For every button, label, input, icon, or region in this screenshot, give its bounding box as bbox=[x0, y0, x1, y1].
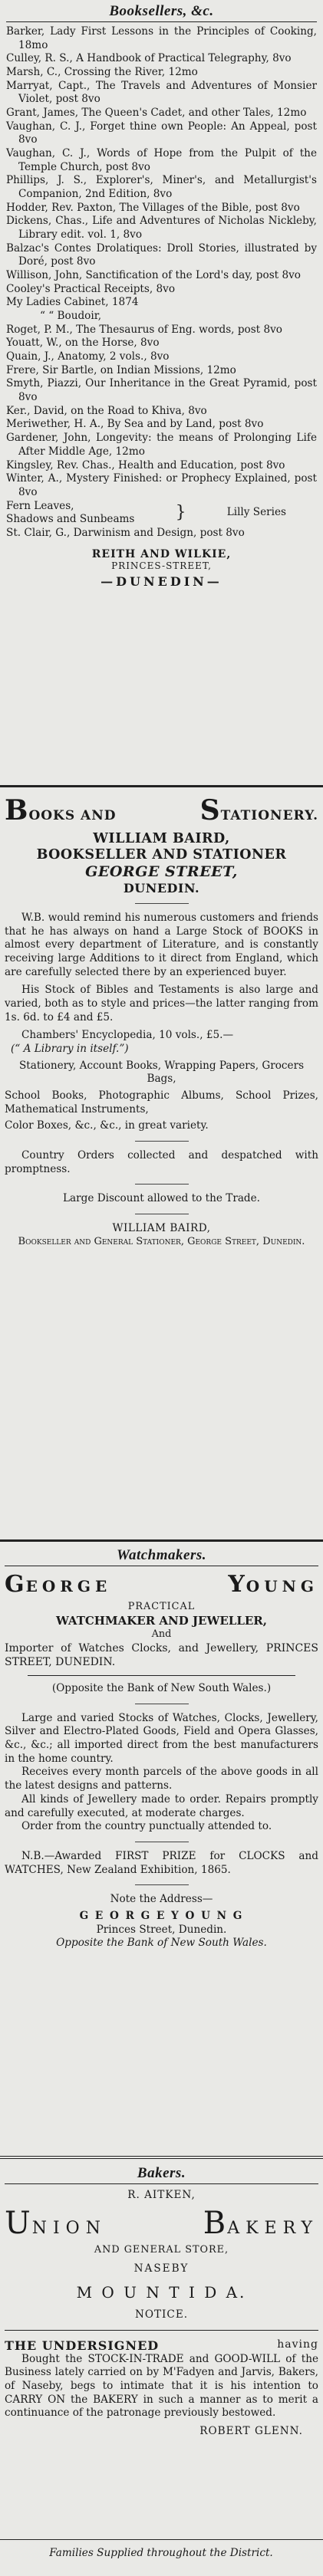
importer-line: Importer of Watches Clocks, and Jewellery, PRINCES STREET, DUNEDIN. bbox=[5, 1641, 318, 1668]
body-paragraph: School Books, Photographic Albums, School Prizes, Mathematical Instruments, bbox=[5, 1089, 318, 1116]
firm-signature bbox=[6, 548, 317, 589]
series-name: Lilly Series bbox=[226, 506, 286, 519]
body-paragraph: W.B. would remind his numerous customers and friends that he has always on hand a Large Stock of BOOKS in almost every department of Literature, and is constantly receiving large Additions to it direct from England, which are carefully selected there by an experienced buyer. bbox=[5, 911, 318, 978]
series-title: Shadows and Sunbeams bbox=[6, 513, 135, 526]
brace-glyph: } bbox=[175, 503, 186, 523]
list-item: Hodder, Rev. Paxton, The Villages of the Bible, post 8vo bbox=[6, 201, 300, 214]
list-item: Ker., David, on the Road to Khiva, 8vo bbox=[6, 404, 207, 417]
list-item: Gardener, John, Longevity: the means of Prolonging Life After Middle Age, 12mo bbox=[6, 432, 317, 458]
street-name: GEORGE STREET, bbox=[85, 863, 238, 880]
body-paragraph: (“ A Library in itself.”) bbox=[11, 1043, 129, 1056]
list-item: Smyth, Piazzi, Our Inheritance in the Great Pyramid, post 8vo bbox=[6, 377, 317, 404]
headline-text: NION bbox=[31, 2218, 107, 2238]
list-item: Balzac's Contes Drolatiques: Droll Stories, illustrated by Doré, post 8vo bbox=[6, 242, 317, 268]
lead-text: THE UNDERSIGNED bbox=[5, 2338, 160, 2353]
footer-note: Families Supplied throughout the District. bbox=[49, 2547, 273, 2559]
baird-advert bbox=[5, 794, 318, 1249]
list-item: Quain, J., Anatomy, 2 vols., 8vo bbox=[6, 350, 170, 363]
headline-text: TATIONERY. bbox=[220, 808, 318, 823]
trade-title: WATCHMAKER AND JEWELLER, bbox=[56, 1613, 267, 1628]
list-item: St. Clair, G., Darwinism and Design, post 8vo bbox=[6, 526, 245, 539]
section-heading-watchmakers: Watchmakers. bbox=[116, 1547, 206, 1563]
advert-headline bbox=[5, 2206, 318, 2241]
list-item: Frere, Sir Bartle, on Indian Missions, 12mo bbox=[6, 363, 236, 376]
notice-label: NOTICE. bbox=[134, 2308, 189, 2321]
drop-capital: S bbox=[199, 794, 221, 826]
firm-name: REITH AND WILKIE, bbox=[91, 547, 232, 560]
body-paragraph: His Stock of Bibles and Testaments is also large and varied, both as to style and prices—the latter ranging from 1s. 6d. to £4 and £5. bbox=[5, 984, 318, 1024]
list-item: “ “ Boudoir, bbox=[40, 310, 102, 323]
headline-text: EORGE bbox=[25, 1577, 112, 1595]
young-advert bbox=[5, 1547, 318, 1950]
body-paragraph: Order from the country punctually attended to. bbox=[21, 1820, 272, 1833]
book-list bbox=[6, 25, 317, 540]
award-note: N.B.—Awarded FIRST PRIZE for CLOCKS and WATCHES, New Zealand Exhibition, 1865. bbox=[5, 1849, 318, 1876]
body-paragraph: Stationery, Account Books, Wrapping Papers, Grocers Bags, bbox=[18, 1059, 305, 1086]
body-paragraph: Large Discount allowed to the Trade. bbox=[63, 1192, 260, 1205]
drop-capital: U bbox=[5, 2205, 32, 2241]
list-item: Winter, A., Mystery Finished: or Prophecy Explained, post 8vo bbox=[6, 472, 317, 498]
body-paragraph: Color Boxes, &c., &c., in great variety. bbox=[5, 1119, 209, 1132]
list-item: My Ladies Cabinet, 1874 bbox=[6, 296, 139, 309]
list-item: Roget, P. M., The Thesaurus of Eng. words, post 8vo bbox=[6, 323, 282, 336]
list-item: Phillips, J. S., Explorer's, Miner's, and Metallurgist's Companion, 2nd Edition, 8vo bbox=[6, 174, 317, 201]
list-item: Willison, John, Sanctification of the Lord's day, post 8vo bbox=[6, 269, 301, 282]
advert-headline bbox=[5, 1571, 318, 1598]
headline-text: OOKS AND bbox=[28, 808, 117, 823]
opposite-note: (Opposite the Bank of New South Wales.) bbox=[51, 1682, 272, 1695]
list-item: Marsh, C., Crossing the River, 12mo bbox=[6, 66, 198, 79]
divider bbox=[28, 1675, 295, 1676]
section-heading-bakers: Bakers. bbox=[137, 2165, 186, 2181]
and-label: And bbox=[151, 1628, 172, 1641]
list-item: Meriwether, H. A., By Sea and by Land, post 8vo bbox=[6, 418, 264, 431]
booksellers-advert bbox=[6, 0, 317, 592]
signature-line: Bookseller and General Stationer, George Street, Dunedin. bbox=[18, 1235, 305, 1247]
locality-name: M O U N T I D A. bbox=[76, 2282, 247, 2302]
list-item: Barker, Lady First Lessons in the Principles of Cooking, 18mo bbox=[6, 25, 317, 51]
heading-underline bbox=[6, 21, 317, 22]
signature-name: WILLIAM BAIRD, bbox=[112, 1222, 211, 1235]
footer-rule bbox=[0, 2539, 323, 2540]
section-divider bbox=[0, 2156, 323, 2159]
list-item: Youatt, W., on the Horse, 8vo bbox=[6, 337, 160, 350]
list-item: Dickens, Chas., Life and Adventures of Nicholas Nickleby, Library edit. vol. 1, 8vo bbox=[6, 215, 317, 242]
headline-text: AKERY bbox=[227, 2218, 318, 2238]
list-item: Vaughan, C. J., Words of Hope from the Pulpit of the Temple Church, post 8vo bbox=[6, 147, 317, 173]
section-divider bbox=[0, 1539, 323, 1542]
drop-capital: G bbox=[5, 1571, 26, 1598]
series-title: Fern Leaves, bbox=[6, 499, 74, 512]
trade-title: BOOKSELLER AND STATIONER bbox=[36, 847, 287, 863]
lead-tail: having bbox=[277, 2338, 318, 2351]
address-note: Note the Address— bbox=[110, 1893, 213, 1906]
list-item: Vaughan, C. J., Forget thine own People: An Appeal, post 8vo bbox=[6, 120, 317, 146]
list-item: Culley, R. S., A Handbook of Practical Telegraphy, 8vo bbox=[6, 52, 292, 65]
body-paragraph: Chambers' Encyclopedia, 10 vols., £5.— bbox=[21, 1029, 234, 1042]
short-rule bbox=[135, 1141, 189, 1142]
firm-street: PRINCES-STREET, bbox=[111, 560, 212, 571]
short-rule bbox=[135, 903, 189, 904]
body-paragraph: Large and varied Stocks of Watches, Clocks, Jewellery, Silver and Electro-Plated Goods, Field and Opera Glasses, &c., &c.; all imported direct from the best manufacturers in the home country. bbox=[5, 1711, 318, 1765]
body-paragraph: Bought the STOCK-IN-TRADE and GOOD-WILL of the Business lately carried on by M'Fadyen and Jarvis, Bakers, of Naseby, begs to intimate that it is his intention to CARRY ON the BAKERY in such a manner as to merit a continuance of the patronage previously bestowed. bbox=[5, 2352, 318, 2420]
list-item: Cooley's Practical Receipts, 8vo bbox=[6, 282, 176, 295]
proprietor-name: R. AITKEN, bbox=[127, 2189, 196, 2201]
section-heading-booksellers: Booksellers, &c. bbox=[109, 3, 214, 19]
headline-text: OUNG bbox=[246, 1577, 318, 1595]
body-paragraph: Country Orders collected and despatched with promptness. bbox=[5, 1149, 318, 1175]
list-item: Kingsley, Rev. Chas., Health and Education, post 8vo bbox=[6, 458, 285, 472]
list-item: Grant, James, The Queen's Cadet, and other Tales, 12mo bbox=[6, 107, 307, 120]
heading-underline bbox=[5, 2183, 318, 2184]
signature-opposite: Opposite the Bank of New South Wales. bbox=[56, 1937, 267, 1950]
drop-capital: B bbox=[203, 2205, 228, 2241]
body-paragraph: Receives every month parcels of the above goods in all the latest designs and patterns. bbox=[5, 1766, 318, 1792]
series-left bbox=[6, 500, 134, 527]
list-item: Marryat, Capt., The Travels and Adventures of Monsier Violet, post 8vo bbox=[6, 79, 317, 106]
city-name: DUNEDIN. bbox=[123, 880, 200, 895]
short-rule bbox=[135, 1884, 189, 1885]
signature-street: Princes Street, Dunedin. bbox=[96, 1923, 227, 1936]
signature-name: ROBERT GLENN. bbox=[199, 2425, 303, 2437]
body-paragraph: All kinds of Jewellery made to order. Repairs promptly and carefully executed, at moderate charges. bbox=[5, 1792, 318, 1819]
practical-label: PRACTICAL bbox=[127, 1601, 196, 1612]
firm-city: —DUNEDIN— bbox=[101, 573, 222, 589]
notice-lead bbox=[5, 2338, 318, 2353]
series-group bbox=[6, 500, 317, 527]
advert-headline bbox=[5, 794, 318, 826]
signature-name: G E O R G E Y O U N G bbox=[79, 1909, 244, 1922]
drop-capital: B bbox=[5, 794, 29, 826]
drop-capital: Y bbox=[228, 1571, 246, 1598]
section-divider bbox=[0, 785, 323, 787]
bakers-advert bbox=[5, 2162, 318, 2439]
town-name: NASEBY bbox=[133, 2262, 190, 2275]
divider bbox=[5, 2330, 318, 2331]
proprietor-name: WILLIAM BAIRD, bbox=[93, 831, 230, 846]
store-line: AND GENERAL STORE, bbox=[94, 2243, 229, 2256]
